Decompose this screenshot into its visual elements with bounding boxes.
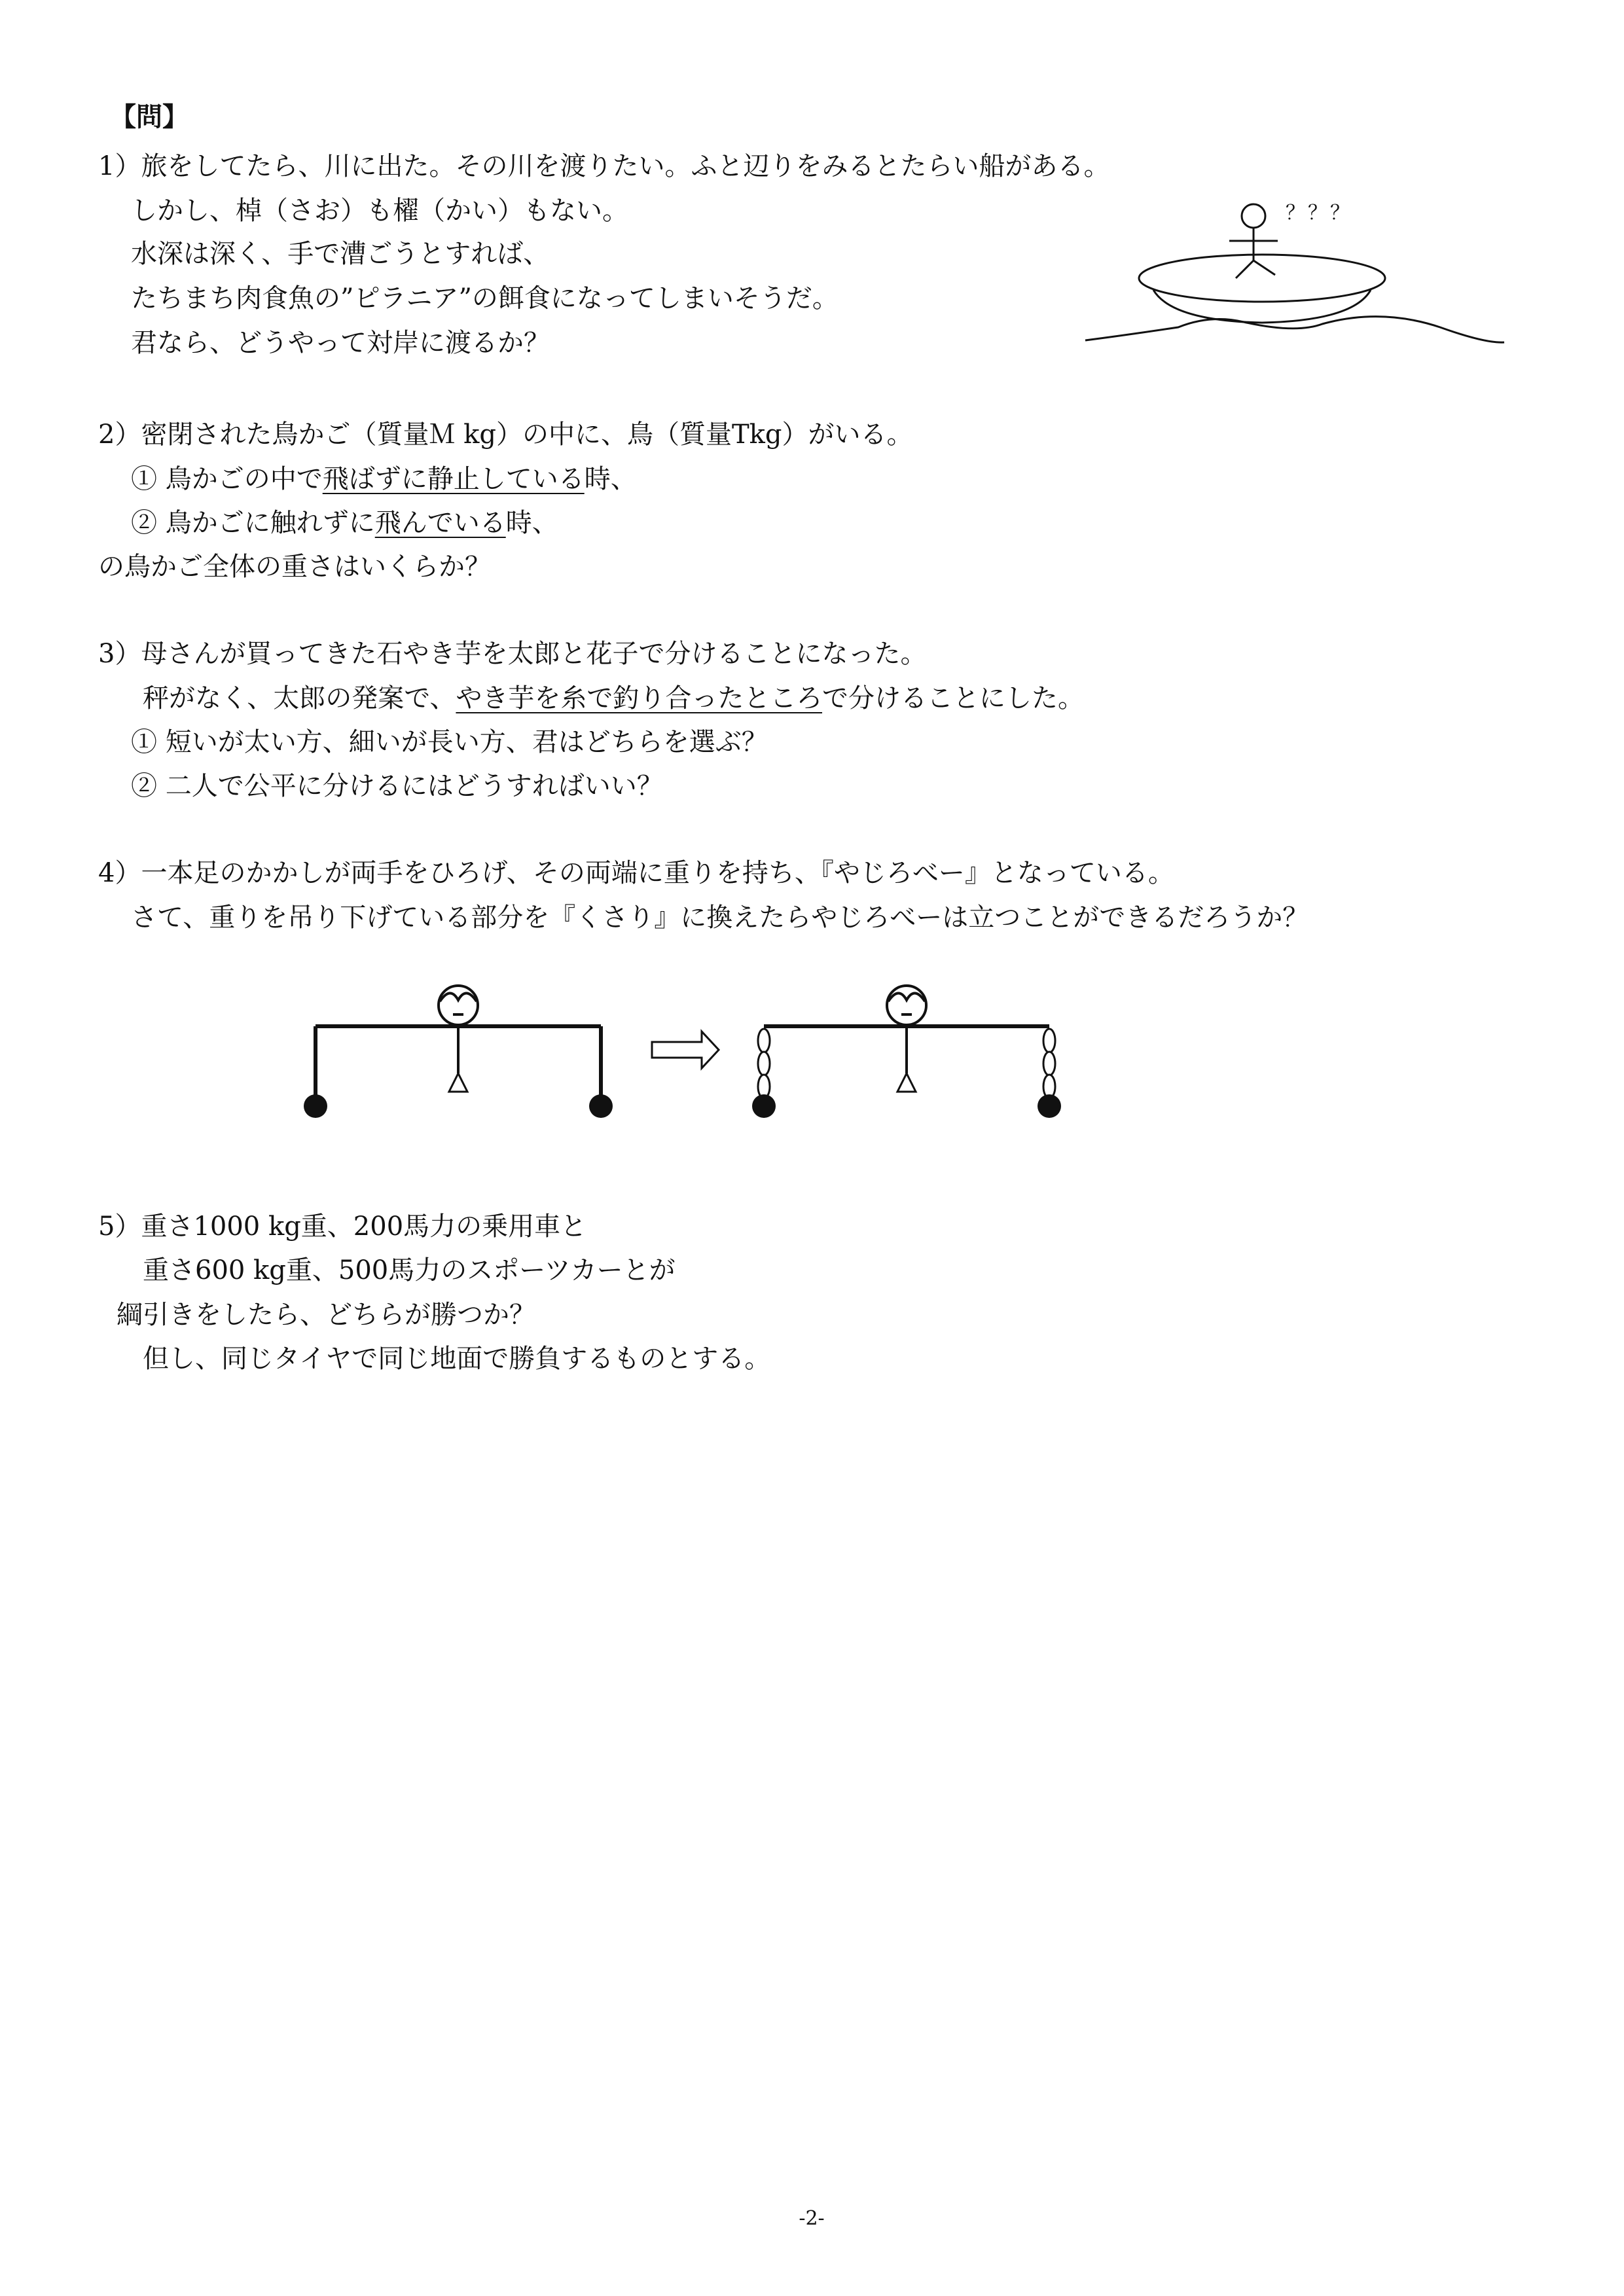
q3-item-1: ① 短いが太い方、細いが長い方、君はどちらを選ぶ？: [131, 727, 768, 757]
scarecrow-head: [439, 986, 478, 1025]
q4-line-2: さて、重りを吊り下げている部分を『くさり』に換えたらやじろべーは立つことができるだろうか？: [131, 903, 1309, 933]
page-title: 【問】: [110, 101, 189, 132]
right-weight: [589, 1094, 613, 1118]
left-weight: [752, 1094, 776, 1118]
q2-item-2: ② 鳥かごに触れずに飛んでいる時、: [131, 508, 558, 538]
right-chain: [1043, 1029, 1055, 1098]
q3-line-2: 秤がなく、太郎の発案で、やき芋を糸で釣り合ったところで分けることにした。: [143, 683, 1085, 713]
tub-rim: [1139, 255, 1385, 302]
tub-boat-figure: [1085, 204, 1504, 342]
q3-line-1: 3）母さんが買ってきた石やき芋を太郎と花子で分けることになった。: [98, 639, 927, 669]
pivot-triangle: [897, 1073, 916, 1092]
q2-line-1: 2）密閉された鳥かご（質量Ｍ kg）の中に、鳥（質量Tkg）がいる。: [98, 420, 913, 450]
right-weight: [1038, 1094, 1061, 1118]
q1-line-3: 水深は深く、手で漕ごうとすれば、: [131, 239, 550, 269]
left-weight: [304, 1094, 327, 1118]
q5-line-2: 重さ600 kg重、500馬力のスポーツカーとが: [143, 1255, 676, 1285]
scarecrow-head: [887, 986, 926, 1025]
yajirobe-chain: [752, 986, 1061, 1118]
q2-line-4: の鳥かご全体の重さはいくらか？: [98, 552, 491, 582]
pivot-triangle: [449, 1073, 467, 1092]
q1-line-5: 君なら、どうやって対岸に渡るか？: [131, 328, 550, 358]
q5-line-4: 但し、同じタイヤで同じ地面で勝負するものとする。: [143, 1344, 771, 1374]
q3-item-2: ② 二人で公平に分けるにはどうすればいい？: [131, 771, 663, 801]
right-arrow-icon: [652, 1031, 719, 1068]
q4-line-1: 4）一本足のかかしが両手をひろげ、その両端に重りを持ち、『やじろべー』となっている。: [98, 858, 1174, 888]
page-number: -2-: [799, 2207, 825, 2230]
q1-line-2: しかし、棹（さお）も櫂（かい）もない。: [131, 196, 628, 226]
q1-line-4: たちまち肉食魚の”ピラニア”の餌食になってしまいそうだ。: [131, 283, 839, 314]
q2-item-1: ① 鳥かごの中で飛ばずに静止している時、: [131, 464, 637, 494]
person-head: [1242, 204, 1265, 228]
q1-line-1: 1）旅をしてたら、川に出た。その川を渡りたい。ふと辺りをみるとたらい船がある。: [98, 151, 1110, 181]
q5-line-1: 5）重さ1000 kg重、200馬力の乗用車と: [98, 1211, 587, 1242]
yajirobe-rigid: [304, 986, 613, 1118]
left-chain: [758, 1029, 770, 1098]
q5-line-3: 綱引きをしたら、どちらが勝つか？: [117, 1300, 535, 1330]
confused-marks: ？？？: [1286, 202, 1352, 224]
